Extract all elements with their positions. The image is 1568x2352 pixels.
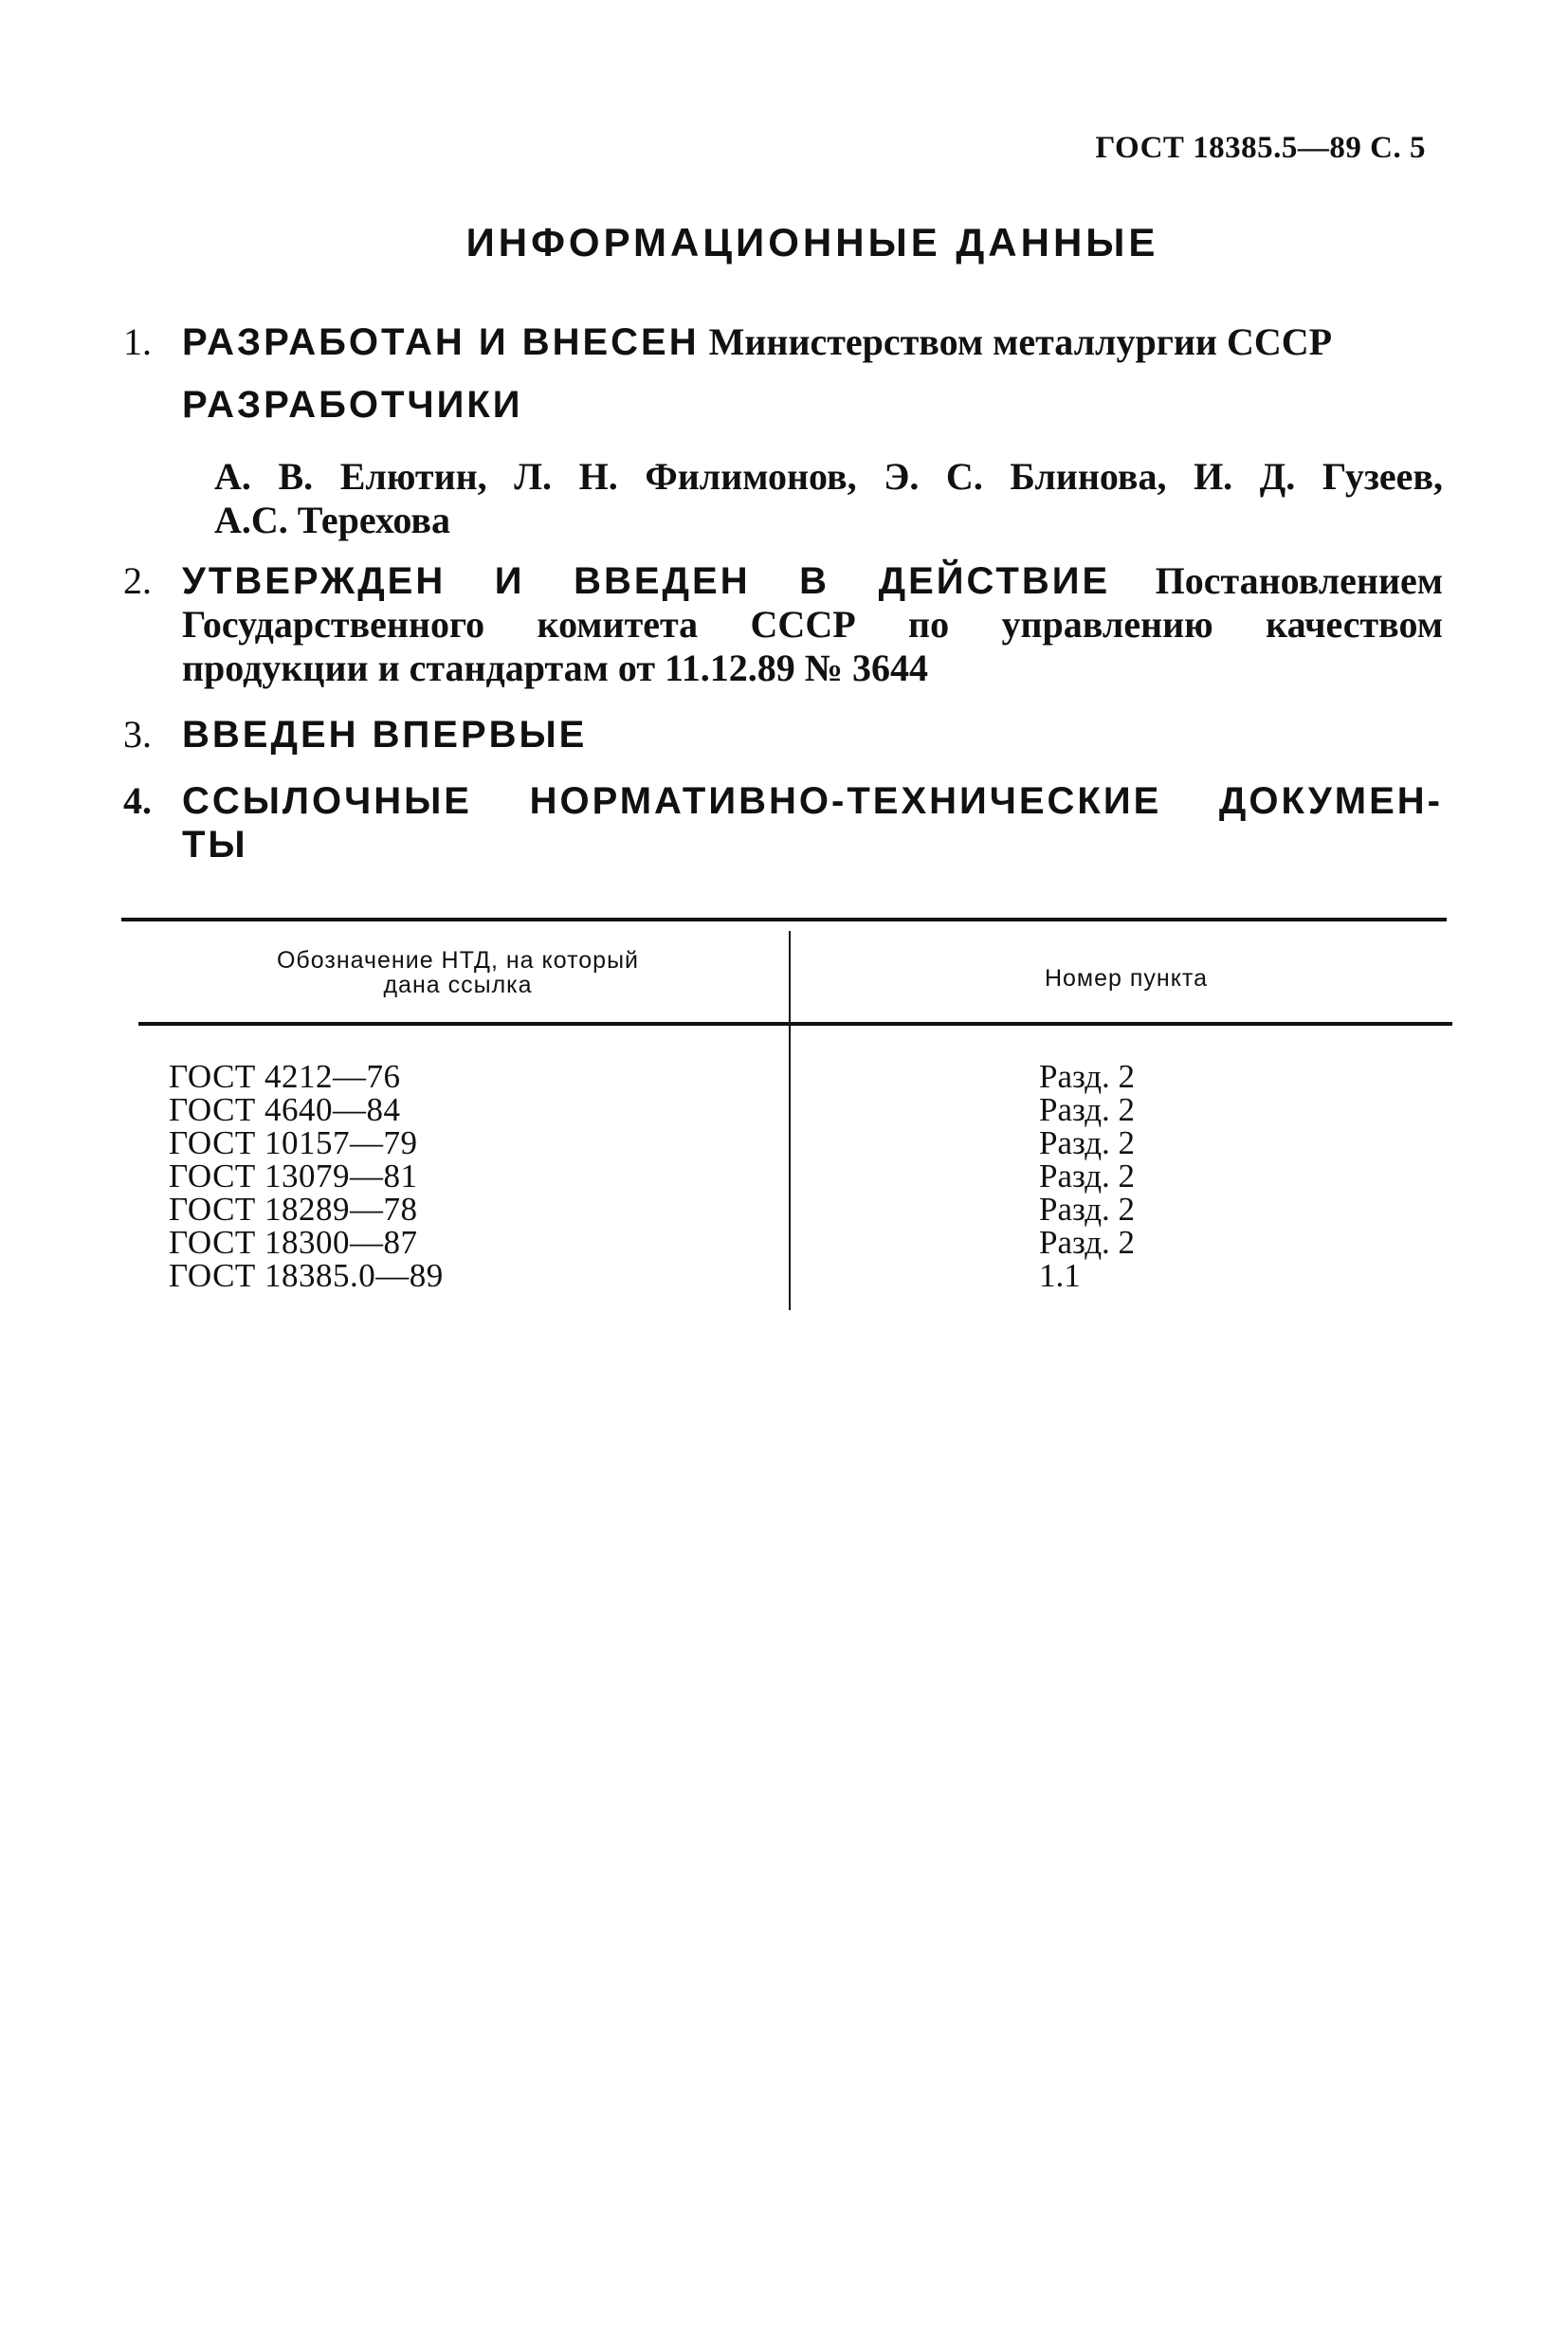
table-cell-clause: Разд. 2 (1039, 1158, 1136, 1194)
table-header-document (159, 948, 757, 998)
table-top-rule (121, 918, 1447, 921)
table-row (121, 1159, 1447, 1193)
item-line: ССЫЛОЧНЫЕ НОРМАТИВНО-ТЕХНИЧЕСКИЕ ДОКУМЕН- (182, 780, 1443, 822)
developers-line: А. В. Елютин, Л. Н. Филимонов, Э. С. Блинова, И. Д. Гузеев, (214, 455, 1443, 498)
item-line (182, 559, 1443, 603)
table-cell-document: ГОСТ 10157—79 (169, 1124, 418, 1161)
item-line: Государственного комитета СССР по управлению качеством (182, 603, 1443, 646)
table-row (121, 1126, 1447, 1159)
item-number: 3. (123, 713, 152, 756)
table-row (121, 1226, 1447, 1259)
table-body (121, 1060, 1447, 1292)
table-cell-document: ГОСТ 13079—81 (169, 1158, 418, 1194)
item-approved (123, 559, 1450, 692)
table-cell-document: ГОСТ 4640—84 (169, 1091, 401, 1128)
table-cell-clause: Разд. 2 (1039, 1124, 1136, 1161)
item-number: 2. (123, 559, 152, 602)
table-cell-clause: 1.1 (1039, 1257, 1081, 1294)
table-cell-document: ГОСТ 18300—87 (169, 1224, 418, 1261)
item-number: 4. (123, 779, 152, 822)
table-header-line: дана ссылка (383, 972, 533, 999)
item-line: ТЫ (182, 824, 248, 866)
table-header-rule (138, 1022, 1452, 1026)
document-title: ИНФОРМАЦИОННЫЕ ДАННЫЕ (465, 220, 1159, 264)
table-row (121, 1193, 1447, 1226)
table-cell-clause: Разд. 2 (1039, 1224, 1136, 1261)
item-body (182, 320, 1443, 364)
item-first-introduced (123, 713, 1450, 770)
table-header-clause: Номер пункта (1044, 965, 1209, 992)
table-cell-clause: Разд. 2 (1039, 1191, 1136, 1228)
item-caps-label: РАЗРАБОТАН И ВНЕСЕН (182, 321, 700, 363)
reference-table (121, 918, 1447, 1335)
table-cell-clause: Разд. 2 (1039, 1058, 1136, 1095)
table-row (121, 1093, 1447, 1126)
item-line: продукции и стандартам от 11.12.89 № 3644 (182, 647, 928, 689)
table-row (121, 1259, 1447, 1292)
page-header: ГОСТ 18385.5—89 С. 5 (1095, 131, 1426, 165)
item-text: Министерством металлургии СССР (699, 320, 1333, 363)
item-number: 1. (123, 320, 152, 363)
item-developed-by (123, 320, 1450, 377)
table-cell-clause: Разд. 2 (1039, 1091, 1136, 1128)
item-body (182, 779, 1443, 866)
table-row (121, 1060, 1447, 1093)
item-text: Постановлением (1110, 559, 1444, 602)
item-caps-label: УТВЕРЖДЕН И ВВЕДЕН В ДЕЙСТВИЕ (182, 560, 1111, 602)
developers-line: А.С. Терехова (214, 499, 450, 541)
table-cell-document: ГОСТ 18289—78 (169, 1191, 418, 1228)
table-cell-document: ГОСТ 18385.0—89 (169, 1257, 444, 1294)
item-body (182, 559, 1443, 690)
table-cell-document: ГОСТ 4212—76 (169, 1058, 401, 1095)
item-reference-documents (123, 779, 1450, 874)
developers-heading: РАЗРАБОТЧИКИ (182, 384, 523, 426)
item-caps-label: ВВЕДЕН ВПЕРВЫЕ (182, 714, 588, 756)
developers-list (214, 455, 1443, 542)
table-header-line: Обозначение НТД, на который (276, 947, 640, 974)
